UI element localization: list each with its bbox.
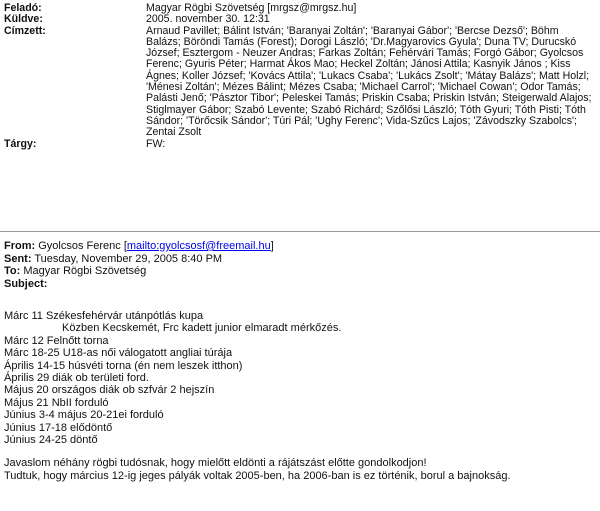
header-to-label: Címzett: xyxy=(4,24,46,37)
fwd-sent-label: Sent: xyxy=(4,252,32,265)
schedule-line: Április 14-15 húsvéti torna (én nem leszek itthon) xyxy=(4,359,243,372)
header-from-row xyxy=(4,3,596,14)
header-from-label: Feladó: xyxy=(4,2,42,14)
header-sent-label: Küldve: xyxy=(4,13,43,26)
separator-line xyxy=(0,231,600,232)
schedule-line: Márc 18-25 U18-as női válogatott angliai túrája xyxy=(4,347,233,360)
paragraph-gap xyxy=(4,446,598,457)
message-header xyxy=(4,3,596,150)
fwd-subject-label: Subject: xyxy=(4,277,48,290)
fwd-to-row xyxy=(4,265,594,278)
schedule-line: Közben Kecskemét, Frc kadett junior elmaradt mérkőzés. xyxy=(62,322,342,335)
fwd-from-label: From: xyxy=(4,240,36,252)
schedule-line: Április 29 diák ob területi ford. xyxy=(4,372,149,385)
schedule-line: Május 21 NbII forduló xyxy=(4,396,109,409)
fwd-subject-row xyxy=(4,278,594,291)
schedule-line: Május 20 országos diák ob szfvár 2 hejszín xyxy=(4,384,215,397)
fwd-to-value: Magyar Rögbi Szövetség xyxy=(23,265,147,278)
fwd-from-mailto-link[interactable]: mailto:gyolcsosf@freemail.hu xyxy=(126,240,271,252)
header-subject-row xyxy=(4,139,596,150)
schedule-line: Június 24-25 döntő xyxy=(4,434,98,447)
header-to-recipients[interactable]: Arnaud Pavillet; Bálint István; 'Baranyai Zoltán'; 'Baranyai Gábor'; 'Bercse Dezső'; Böhm Balázs; Böröndi Tamás (Forest); Dorogi László; 'Dr.Magyarovics Gyula'; Duna TV; Durucskó József; Esztergom - Neuzer Andras; Farkas Zoltán; Fehérvári Tamás; Forgó Gábor; Gyolcsos Ferenc; Gyuris Péter; Harmat Ákos Mao; Heckel Zoltán; Jánosi Attila; Kasnyik János ; Kiss Ágnes; Koller József; 'Kovács Attila'; 'Lukacs Csaba'; 'Lukács Zsolt'; 'Mátay Balázs'; Matt Holzl; 'Ménesi Zoltán'; Mézes Bálint; Mézes Csaba; 'Michael Carrol'; 'Michael Cowan'; Odor Tamás; Palásti Jenő; 'Pásztor Tibor'; Peleskei Tamás; Priskin Csaba; Priskin István; Steigerwald Alajos; Stiglmayer Gábor; Szabó Levente; Szabó Richárd; Szőlősi László; Tóth Gyuri; Tóth Pisti; Tóth Sándor; 'Törőcsik Sándor'; Túri Pál; 'Ughy Ferenc'; Vida-Szűcs Lajos; 'Závodszky Szabolcs'; Zentai Zsolt xyxy=(146,24,592,139)
message-body xyxy=(4,310,598,482)
schedule-line: Június 17-18 elődöntő xyxy=(4,421,113,434)
fwd-from-name: Gyolcsos Ferenc xyxy=(38,240,121,252)
header-sent-value: 2005. november 30. 12:31 xyxy=(146,13,270,26)
header-subject-value: FW: xyxy=(146,137,166,150)
schedule-line: Márc 11 Székesfehérvár utánpótlás kupa xyxy=(4,310,204,322)
fwd-sent-value: Tuesday, November 29, 2005 8:40 PM xyxy=(34,252,223,265)
schedule-line: Június 3-4 május 20-21ei forduló xyxy=(4,409,164,422)
fwd-to-label: To: xyxy=(4,265,21,278)
schedule-line: Márc 12 Felnőtt torna xyxy=(4,334,109,347)
fwd-from-row: From: Gyolcsos Ferenc [mailto:gyolcsosf@freemail.hu] xyxy=(4,240,274,252)
fwd-sent-row xyxy=(4,253,594,266)
header-sent-row xyxy=(4,14,596,25)
header-from-value[interactable]: Magyar Rögbi Szövetség [mrgsz@mrgsz.hu] xyxy=(146,2,357,14)
closing-line: Javaslom néhány rögbi tudósnak, hogy mielőtt eldönti a rájátszást előtte gondolkodjon! xyxy=(4,457,427,470)
header-to-row xyxy=(4,26,596,139)
closing-line: Tudtuk, hogy március 12-ig jeges pályák voltak 2005-ben, ha 2006-ban is ez történik, borul a bajnokság. xyxy=(4,469,511,482)
forwarded-header xyxy=(4,240,594,290)
header-subject-label: Tárgy: xyxy=(4,137,37,150)
